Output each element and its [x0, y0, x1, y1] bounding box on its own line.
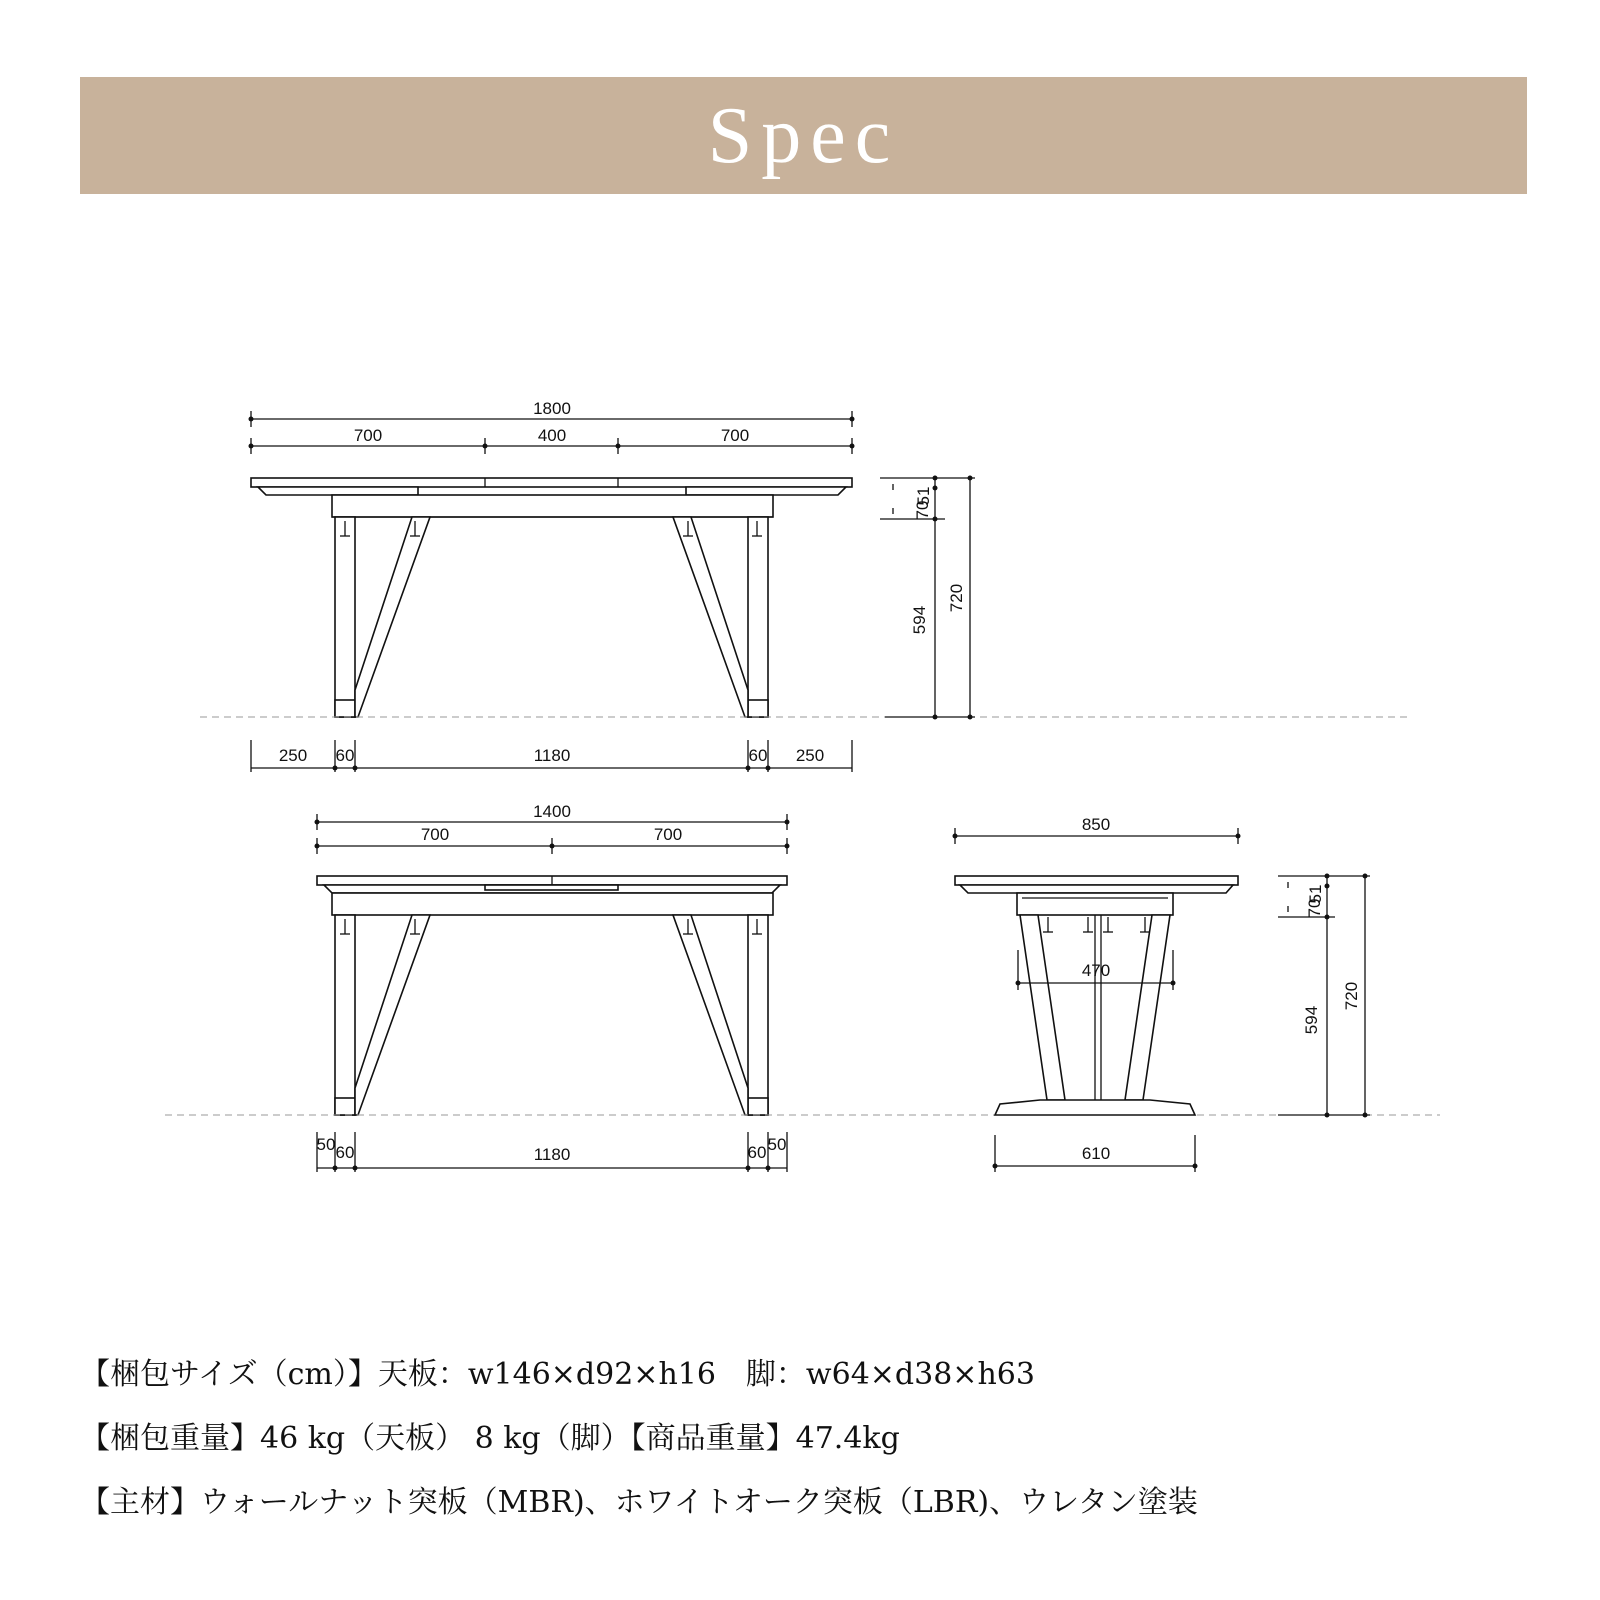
dim-bottom-overhang-right: 250 — [795, 746, 825, 765]
dim-segment-right: 700 — [720, 426, 750, 445]
side-view — [953, 815, 1371, 1172]
dim-bottom-leg-left: 60 — [335, 746, 355, 765]
closed-front-view — [165, 802, 1440, 1172]
dim-total-width-closed: 1400 — [533, 802, 571, 821]
dim-closed-bottom-overhang-left: 50 — [316, 1135, 336, 1154]
dim-segment-left: 700 — [353, 426, 383, 445]
dim-bottom-leg-right: 60 — [748, 746, 768, 765]
spec-material: 【主材】ウォールナット突板（MBR)、ホワイトオーク突板（LBR)、ウレタン塗装 — [80, 1485, 1198, 1520]
dim-height-leg: 594 — [910, 605, 929, 635]
dim-side-height-top: 51 — [1306, 884, 1325, 904]
dim-closed-bottom-leg-right: 60 — [747, 1143, 767, 1162]
dim-closed-bottom-overhang-right: 50 — [767, 1135, 787, 1154]
dim-leg-spread: 470 — [1081, 961, 1111, 980]
dim-bottom-overhang-left: 250 — [278, 746, 308, 765]
dim-closed-segment-left: 700 — [420, 825, 450, 844]
dim-side-height-leg: 594 — [1302, 1005, 1321, 1035]
dim-height-total: 720 — [947, 583, 966, 613]
dim-depth: 850 — [1081, 815, 1111, 834]
dim-base-width: 610 — [1081, 1144, 1111, 1163]
dim-height-top: 51 — [914, 486, 933, 506]
dim-height-apron: 70 — [913, 500, 932, 520]
spec-weight: 【梱包重量】46 kg（天板） 8 kg（脚）【商品重量】47.4kg — [80, 1421, 900, 1456]
dim-closed-bottom-leg-left: 60 — [335, 1143, 355, 1162]
extended-height-dimensions — [880, 476, 975, 720]
spec-package-size: 【梱包サイズ（cm）】天板：w146×d92×h16 脚：w64×d38×h63 — [80, 1357, 1035, 1392]
dim-side-height-apron: 70 — [1305, 898, 1324, 918]
extended-front-view — [200, 399, 1410, 772]
banner-title: Spec — [707, 91, 900, 180]
spec-list — [80, 1357, 1540, 1552]
dim-closed-bottom-between-legs: 1180 — [533, 1145, 571, 1164]
dim-bottom-between-legs: 1180 — [533, 746, 571, 765]
dim-side-height-total: 720 — [1342, 981, 1361, 1011]
dim-segment-middle: 400 — [537, 426, 567, 445]
dim-closed-segment-right: 700 — [653, 825, 683, 844]
dim-total-width-extended: 1800 — [533, 399, 571, 418]
